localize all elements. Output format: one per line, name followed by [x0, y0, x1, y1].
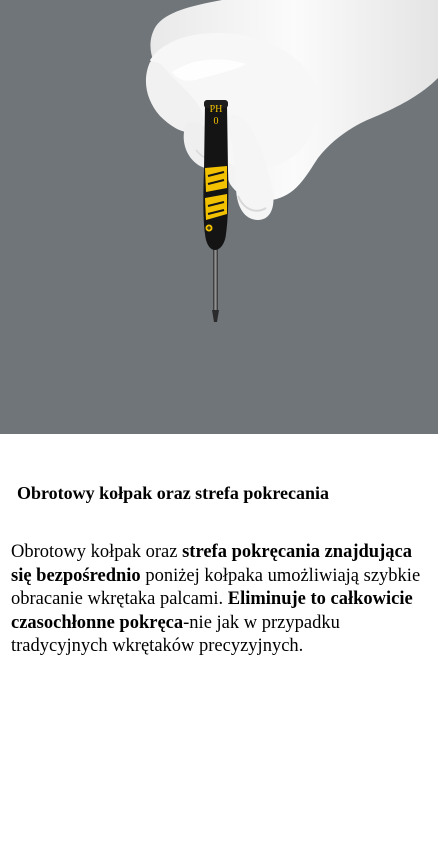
description-emphasis-2: Eliminuje to całkowicie czasochłonne pokręca	[11, 589, 413, 633]
handle-yellow-grip-upper	[205, 166, 227, 192]
feature-heading: Obrotowy kołpak oraz strefa pokrecania	[17, 483, 330, 503]
description-part-5: -nie jak w przypadku tradycyjnych wkrętaków precyzyjnych.	[11, 612, 340, 656]
feature-description	[11, 541, 429, 659]
screwdriver-label-ph: PH	[209, 104, 223, 115]
screwdriver-label-size: 0	[213, 116, 219, 127]
description-emphasis-1: strefa pokręcania znajdująca się bezpośrednio	[11, 542, 412, 586]
description-part-3: poniżej kołpaka umożliwiają szybkie obracanie wkrętaka palcami.	[11, 565, 421, 609]
screwdriver-shaft	[213, 246, 218, 312]
description-part-1: Obrotowy kołpak oraz	[11, 542, 183, 562]
